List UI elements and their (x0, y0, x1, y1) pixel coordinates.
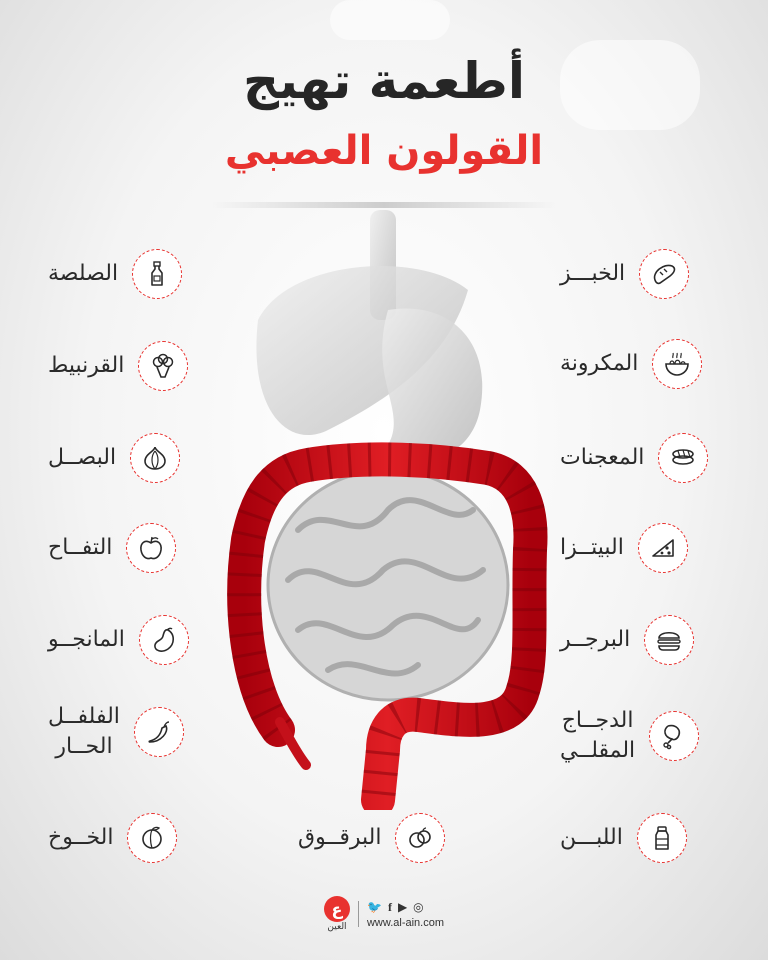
food-label: البيتــزا (560, 535, 624, 561)
page-title: أطعمة تهيج (243, 52, 525, 110)
sauce-bottle-icon (132, 249, 182, 299)
peach-icon (127, 813, 177, 863)
website-link[interactable]: www.al-ain.com (366, 916, 445, 929)
instagram-icon[interactable]: ◎ (413, 899, 424, 914)
food-label: القرنبيط (48, 353, 125, 379)
plum-icon (395, 813, 445, 863)
food-label: اللبـــن (560, 825, 623, 851)
background-shape (330, 0, 450, 40)
logo-mark: ع (324, 896, 350, 922)
pasta-bowl-icon (652, 339, 702, 389)
brand-logo (324, 896, 350, 932)
food-label: البرجــر (560, 627, 631, 653)
food-label-line: الحــار (55, 734, 113, 759)
food-label-line: المقلــي (560, 738, 636, 763)
footer (0, 896, 768, 932)
facebook-icon[interactable]: f (387, 899, 392, 914)
stomach (382, 308, 482, 459)
mango-icon (139, 615, 189, 665)
food-item-fried-chicken (560, 710, 699, 762)
logo-wordmark: العين (327, 922, 347, 932)
apple-icon (126, 523, 176, 573)
food-label-line: الفلفــل (48, 704, 120, 730)
food-label (560, 706, 635, 765)
pizza-icon (638, 523, 688, 573)
food-item-plum (298, 812, 445, 864)
food-label (48, 702, 120, 761)
small-intestine (268, 470, 508, 700)
chili-pepper-icon (134, 707, 184, 757)
food-item-hot-pepper (48, 706, 184, 758)
food-label: البرقــوق (298, 825, 382, 851)
food-item-peach (48, 812, 177, 864)
food-label: الصلصة (48, 261, 119, 287)
burger-icon (644, 615, 694, 665)
youtube-icon[interactable]: ▶ (397, 899, 408, 914)
social-links (367, 900, 444, 929)
food-item-pastries (560, 432, 708, 484)
food-item-bread (560, 248, 689, 300)
food-item-milk (560, 812, 687, 864)
food-item-mango (48, 614, 189, 666)
page-subtitle: القولون العصبي (224, 128, 544, 174)
footer-divider (358, 901, 359, 927)
food-item-onion (48, 432, 180, 484)
bread-icon (639, 249, 689, 299)
onion-icon (130, 433, 180, 483)
cauliflower-icon (138, 341, 188, 391)
milk-bottle-icon (637, 813, 687, 863)
twitter-icon[interactable]: 🐦 (366, 899, 382, 914)
food-label: المانجــو (48, 627, 125, 653)
food-item-sauce (48, 248, 182, 300)
food-item-pizza (560, 522, 688, 574)
food-label: المكرونة (560, 351, 639, 377)
food-label: البصــل (48, 445, 117, 471)
food-label: المعجنات (560, 445, 645, 471)
chicken-leg-icon (649, 711, 699, 761)
food-item-apple (48, 522, 176, 574)
pastry-icon (658, 433, 708, 483)
food-label-line: الدجــاج (561, 708, 634, 734)
food-item-burger (560, 614, 694, 666)
title-divider (210, 202, 558, 208)
food-item-pasta (560, 338, 702, 390)
food-label: الخــوخ (48, 825, 114, 851)
food-label: الخبـــز (560, 261, 626, 287)
food-label: التفــاح (48, 535, 113, 561)
digestive-system-illustration (218, 210, 558, 810)
food-item-cauliflower (48, 340, 188, 392)
